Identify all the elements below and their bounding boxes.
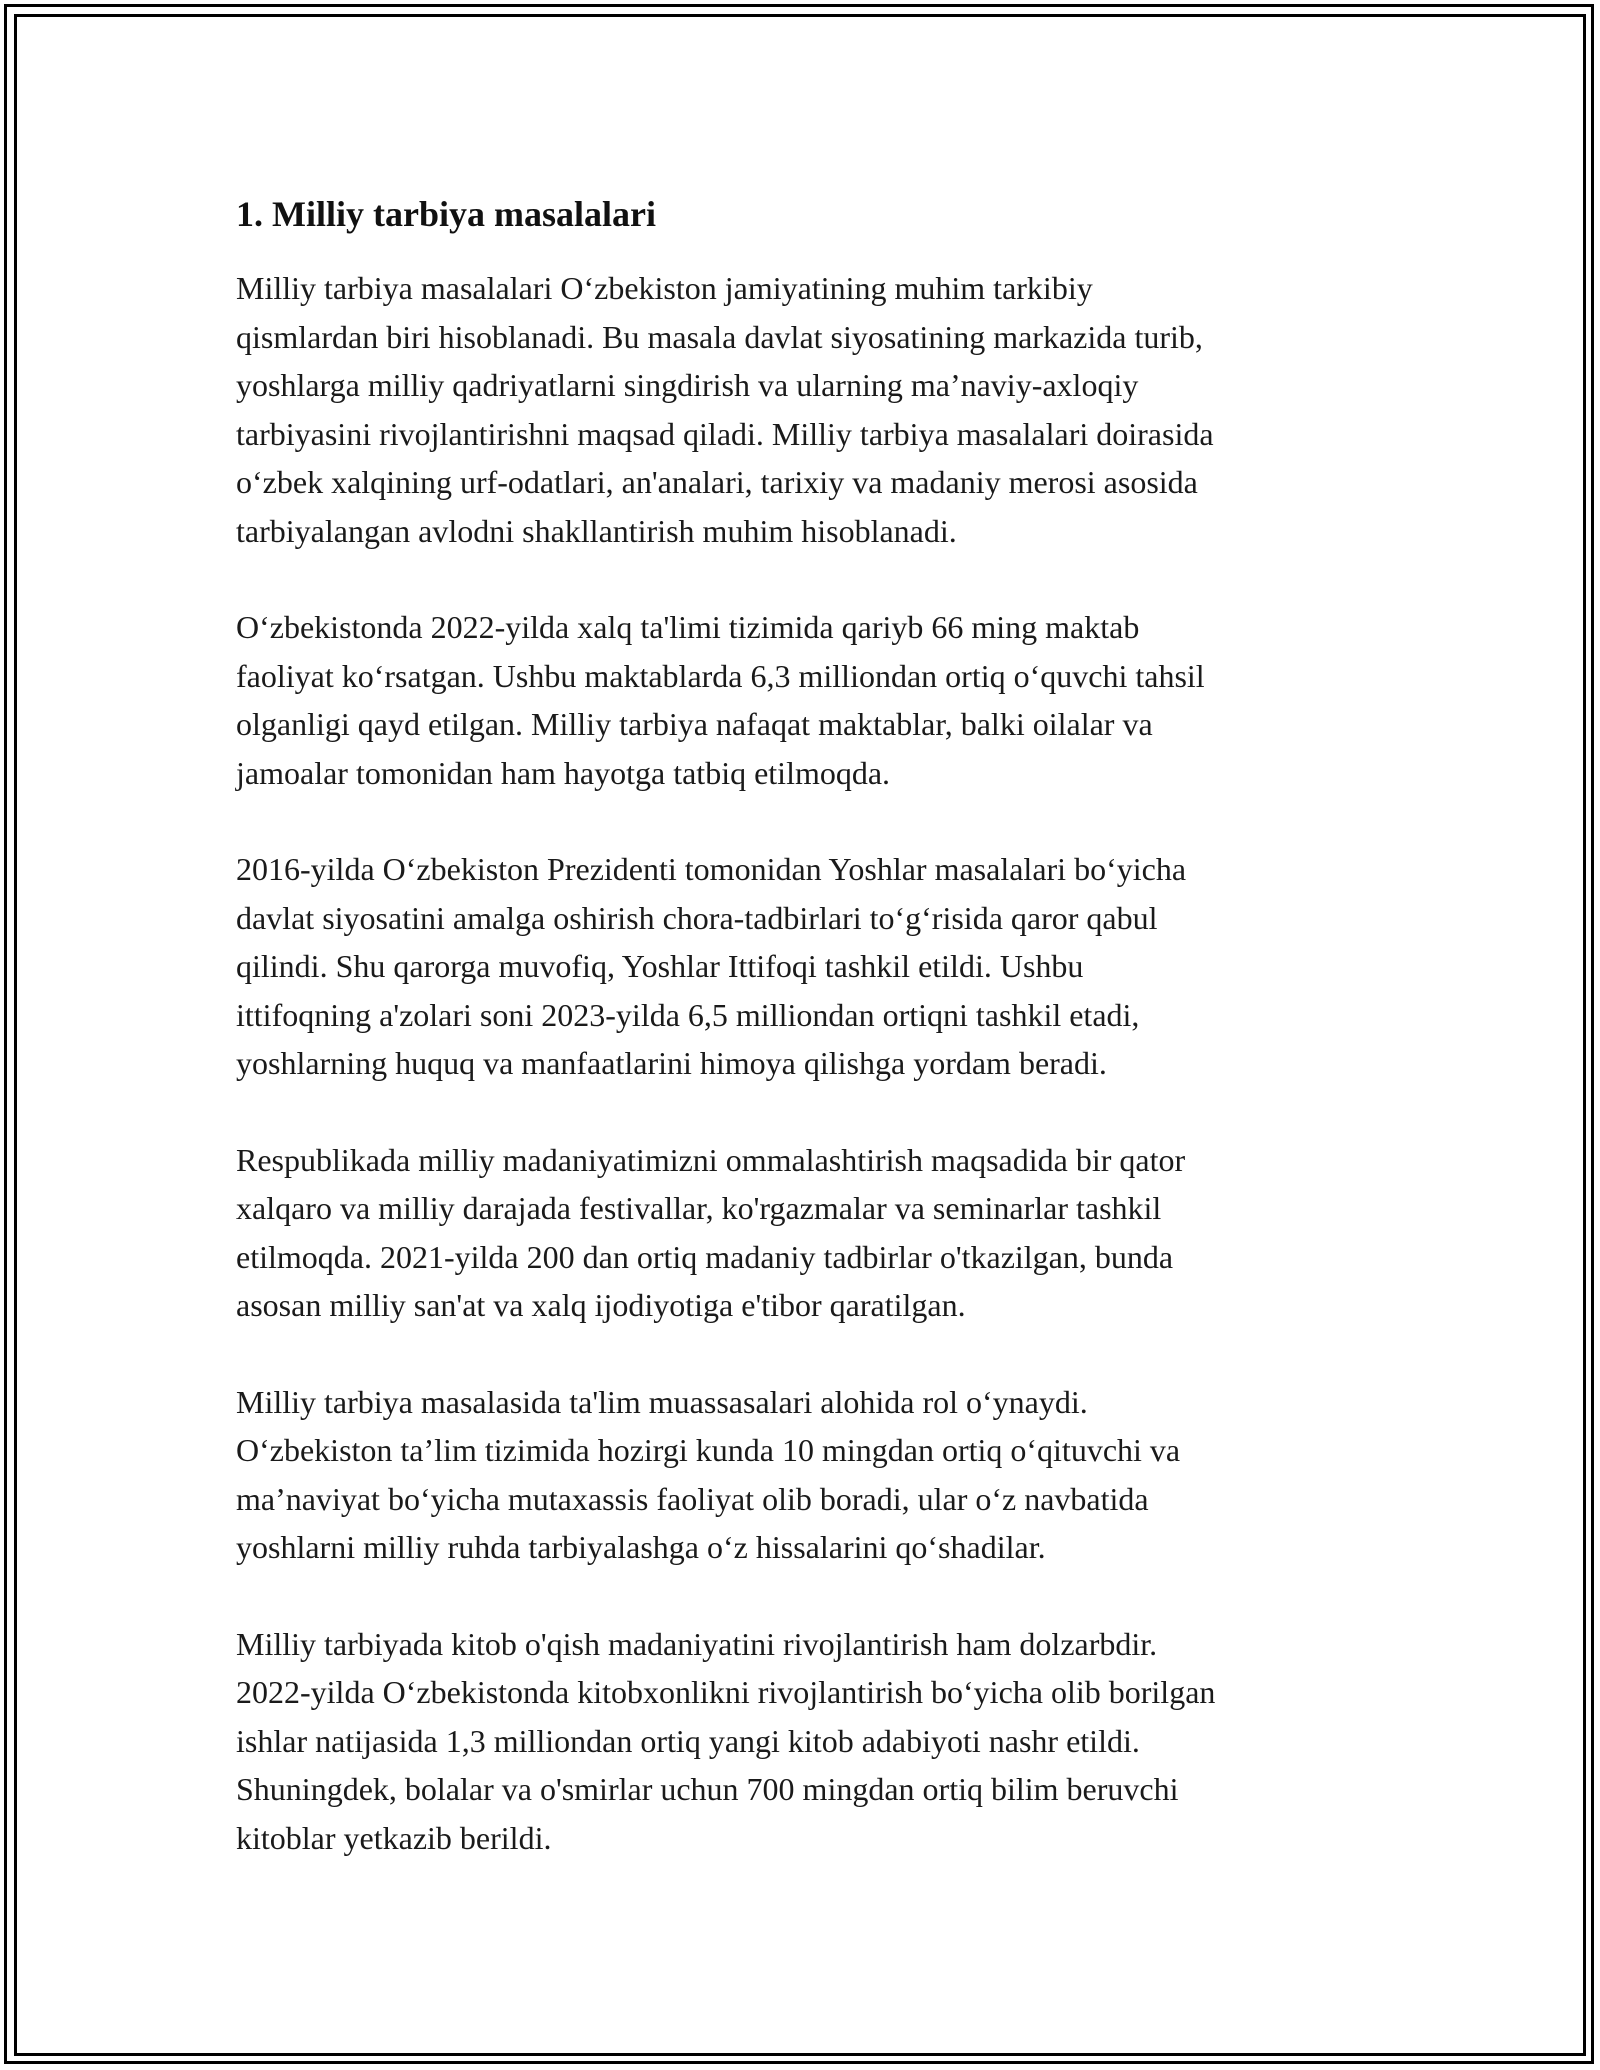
text-line: yoshlarning huquq va manfaatlarini himoya qilishga yordam beradi.	[236, 1045, 1107, 1081]
text-line: jamoalar tomonidan ham hayotga tatbiq etilmoqda.	[236, 754, 891, 791]
text-line: yoshlarni milliy ruhda tarbiyalashga o‘z hissalarini qo‘shadilar.	[236, 1529, 1046, 1565]
paragraph-3	[236, 845, 1370, 1088]
text-line: O‘zbekistonda 2022-yilda xalq ta'limi tizimida qariyb 66 ming maktab	[236, 609, 1140, 645]
document-body	[236, 190, 1370, 1910]
paragraph-5	[236, 1378, 1370, 1572]
text-line: Milliy tarbiyada kitob o'qish madaniyatini rivojlantirish ham dolzarbdir.	[236, 1625, 1158, 1662]
text-line: 2022-yilda O‘zbekistonda kitobxonlikni rivojlantirish bo‘yicha olib borilgan	[236, 1674, 1216, 1710]
text-line: faoliyat ko‘rsatgan. Ushbu maktablarda 6,3 milliondan ortiq o‘quvchi tahsil	[236, 657, 1205, 694]
text-line: olganligi qayd etilgan. Milliy tarbiya nafaqat maktablar, balki oilalar va	[236, 706, 1153, 742]
text-line: etilmoqda. 2021-yilda 200 dan ortiq madaniy tadbirlar o'tkazilgan, bunda	[236, 1238, 1174, 1275]
text-line: Shuningdek, bolalar va o'smirlar uchun 700 mingdan ortiq bilim beruvchi	[236, 1771, 1179, 1807]
text-line: davlat siyosatini amalga oshirish chora-tadbirlari to‘g‘risida qaror qabul	[236, 899, 1158, 936]
document-title: 1. Milliy tarbiya masalalari	[236, 194, 656, 234]
text-line: O‘zbekiston ta’lim tizimida hozirgi kunda 10 mingdan ortiq o‘qituvchi va	[236, 1432, 1181, 1468]
text-line: ma’naviyat bo‘yicha mutaxassis faoliyat olib boradi, ular o‘z navbatida	[236, 1480, 1149, 1517]
paragraph-1	[236, 264, 1370, 555]
text-line: tarbiyasini rivojlantirishni maqsad qiladi. Milliy tarbiya masalalari doirasida	[236, 415, 1214, 452]
text-line: qismlardan biri hisoblanadi. Bu masala davlat siyosatining markazida turib,	[236, 318, 1203, 355]
text-line: xalqaro va milliy darajada festivallar, ko'rgazmalar va seminarlar tashkil	[236, 1190, 1162, 1226]
text-line: Milliy tarbiya masalasida ta'lim muassasalari alohida rol o‘ynaydi.	[236, 1383, 1088, 1420]
text-line: tarbiyalangan avlodni shakllantirish muhim hisoblanadi.	[236, 512, 957, 549]
text-line: asosan milliy san'at va xalq ijodiyotiga e'tibor qaratilgan.	[236, 1287, 966, 1323]
paragraph-6	[236, 1620, 1370, 1863]
text-line: yoshlarga milliy qadriyatlarni singdirish va ularning ma’naviy-axloqiy	[236, 367, 1139, 403]
text-line: ishlar natijasida 1,3 milliondan ortiq yangi kitob adabiyoti nashr etildi.	[236, 1722, 1140, 1759]
text-line: o‘zbek xalqining urf-odatlari, an'analari, tarixiy va madaniy merosi asosida	[236, 464, 1198, 500]
text-line: qilindi. Shu qarorga muvofiq, Yoshlar Ittifoqi tashkil etildi. Ushbu	[236, 948, 1084, 984]
text-line: 2016-yilda O‘zbekiston Prezidenti tomonidan Yoshlar masalalari bo‘yicha	[236, 851, 1187, 887]
text-line: Respublikada milliy madaniyatimizni ommalashtirish maqsadida bir qator	[236, 1141, 1186, 1178]
paragraph-4	[236, 1136, 1370, 1330]
text-line: ittifoqning a'zolari soni 2023-yilda 6,5 milliondan ortiqni tashkil etadi,	[236, 996, 1140, 1033]
paragraph-2	[236, 603, 1370, 797]
text-line: Milliy tarbiya masalalari O‘zbekiston jamiyatining muhim tarkibiy	[236, 270, 1093, 306]
text-line: kitoblar yetkazib berildi.	[236, 1819, 552, 1856]
